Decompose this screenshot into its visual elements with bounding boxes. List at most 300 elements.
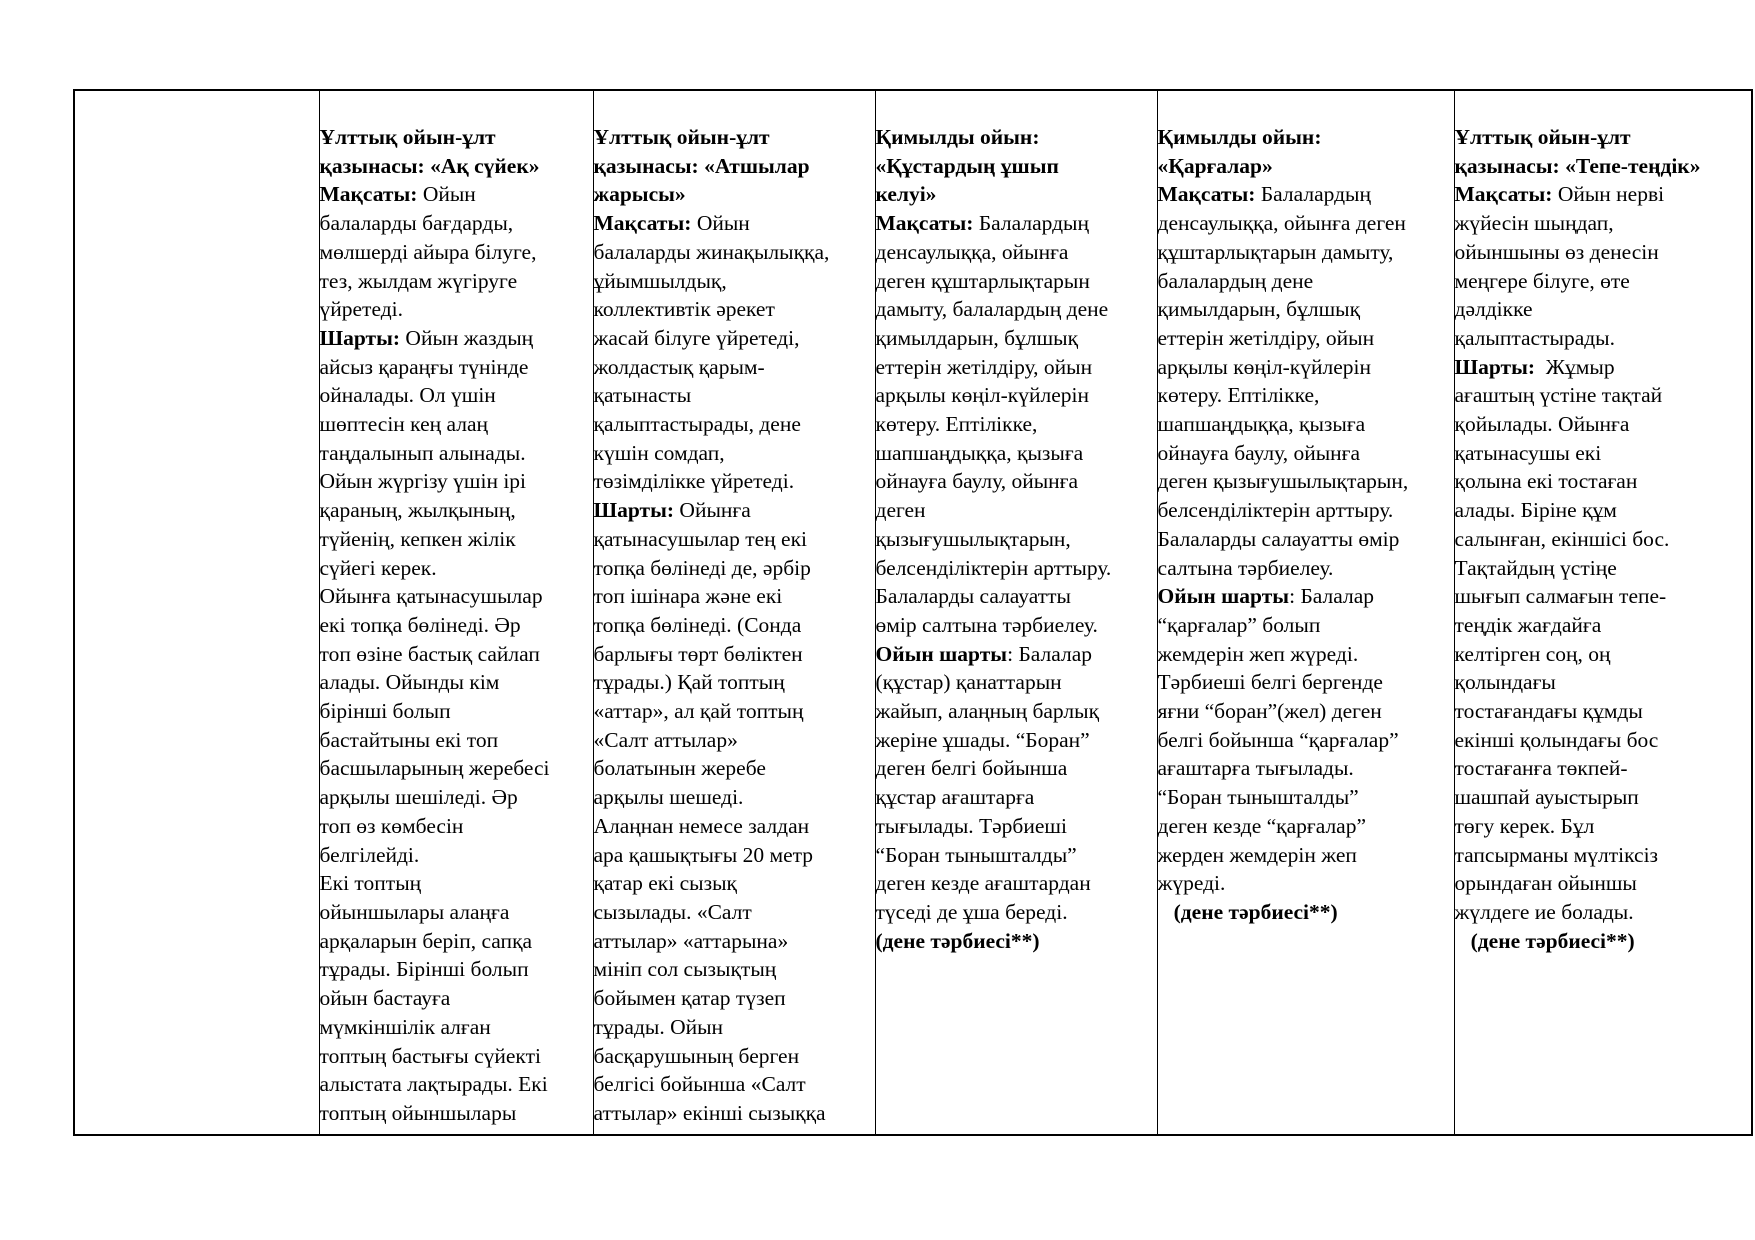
body-text: шапшаңдыққа, қызыға [875, 440, 1084, 465]
body-text: қолына екі тостаған [1454, 469, 1638, 494]
body-text: белгісі бойынша «Салт [593, 1072, 806, 1097]
body-text: арқылы көңіл-күйлерін [1157, 354, 1371, 379]
bold-text: (дене тәрбиесі**) [1454, 928, 1635, 953]
body-text: бастайтыны екі топ [319, 727, 499, 752]
body-text: топтың ойыншылары [319, 1100, 517, 1125]
bold-text: (дене тәрбиесі**) [875, 928, 1040, 953]
text-line [594, 439, 875, 468]
body-text: дамыту, балалардың дене [875, 297, 1109, 322]
body-text: алыстата лақтырады. Екі [319, 1072, 548, 1097]
text-line [320, 180, 593, 209]
body-text: жеріне ұшады. “Боран” [875, 727, 1090, 752]
bold-text: Шарты: [319, 325, 401, 350]
body-text: топқа бөлінеді де, әрбір [593, 555, 811, 580]
bold-text: Мақсаты: [319, 182, 418, 207]
body-text: тұрады. Ойын [593, 1014, 724, 1039]
text-line [876, 697, 1157, 726]
text-line [1158, 812, 1454, 841]
bold-text: қазынасы: «Тепе-теңдік» [1454, 153, 1701, 178]
text-line [1158, 467, 1454, 496]
text-line [876, 754, 1157, 783]
text-line [594, 295, 875, 324]
body-text: ағаштарға тығылады. [1157, 756, 1354, 781]
text-line [1455, 467, 1752, 496]
body-text: Жұмыр [1535, 354, 1615, 379]
body-text: құстар ағаштарға [875, 785, 1035, 810]
body-text: Тәрбиеші белгі бергенде [1157, 670, 1383, 695]
body-text: жайып, алаңның барлық [875, 699, 1100, 724]
text-line [594, 554, 875, 583]
text-line [1455, 582, 1752, 611]
text-line [1158, 238, 1454, 267]
body-text: топ ішінара және екі [593, 584, 783, 609]
text-line [594, 123, 875, 152]
text-line [320, 353, 593, 382]
text-line [876, 238, 1157, 267]
text-line [320, 324, 593, 353]
text-line [1455, 353, 1752, 382]
body-text: қатынасушы екі [1454, 440, 1602, 465]
body-text: түседі де ұша береді. [875, 899, 1068, 924]
text-line [1455, 754, 1752, 783]
text-line [1455, 410, 1752, 439]
body-text: құштарлықтарын дамыту, [1157, 239, 1394, 264]
text-line [876, 467, 1157, 496]
game-cell-kustardyn-ushyp-keluі [875, 90, 1157, 1135]
body-text: ойыншылары алаңға [319, 899, 510, 924]
text-line [320, 410, 593, 439]
text-line [1158, 783, 1454, 812]
body-text: белсенділіктерін арттыру. [875, 555, 1112, 580]
text-line [320, 955, 593, 984]
plan-table [73, 89, 1753, 1136]
text-line [594, 209, 875, 238]
body-text: Балалардың [1255, 182, 1371, 207]
text-line [1455, 697, 1752, 726]
text-line [1455, 324, 1752, 353]
body-text: Ойынға [674, 498, 751, 523]
text-line [1158, 582, 1454, 611]
text-line [876, 611, 1157, 640]
text-line [1158, 697, 1454, 726]
body-text: тұрады.) Қай топтың [593, 670, 785, 695]
body-text: белсенділіктерін арттыру. [1157, 498, 1394, 523]
text-line [594, 668, 875, 697]
body-text: арқылы шешеді. [593, 785, 744, 810]
text-line [594, 754, 875, 783]
body-text: орындаған ойыншы [1454, 871, 1637, 896]
body-text: жүлдеге ие болады. [1454, 899, 1634, 924]
body-text: : Балалар [1289, 584, 1375, 609]
text-line [1158, 267, 1454, 296]
text-line [1158, 209, 1454, 238]
body-text: белгілейді. [319, 842, 420, 867]
body-text: тұрады. Бірінші болып [319, 957, 529, 982]
body-text: болатынын жеребе [593, 756, 766, 781]
text-line [594, 353, 875, 382]
body-text: ара қашықтығы 20 метр [593, 842, 814, 867]
text-line [1158, 640, 1454, 669]
body-text: «Салт аттылар» [593, 727, 738, 752]
text-line [1455, 783, 1752, 812]
body-text: қимылдарын, бұлшық [875, 325, 1079, 350]
body-text: қатынасушылар тең екі [593, 526, 808, 551]
text-line [594, 180, 875, 209]
body-text: аттылар» екінші сызыққа [593, 1100, 826, 1125]
body-text: мөлшерді айыра білуге, [319, 239, 537, 264]
text-line [1158, 295, 1454, 324]
body-text: қалыптастырады. [1454, 325, 1615, 350]
bold-text: Шарты: [593, 498, 675, 523]
text-line [594, 496, 875, 525]
body-text: тапсырманы мүлтіксіз [1454, 842, 1659, 867]
body-text: топтың бастығы сүйекті [319, 1043, 541, 1068]
body-text: таңдалынып алынады. [319, 440, 526, 465]
text-line [594, 324, 875, 353]
text-line [876, 726, 1157, 755]
text-line [1455, 812, 1752, 841]
text-line [1455, 267, 1752, 296]
body-text: келтірген соң, оң [1454, 641, 1611, 666]
text-line [1158, 554, 1454, 583]
body-text: жемдерін жеп жүреді. [1157, 641, 1359, 666]
text-line [876, 927, 1157, 956]
bold-text: Мақсаты: [593, 211, 692, 236]
text-line [876, 439, 1157, 468]
body-text: “қарғалар” болып [1157, 612, 1321, 637]
body-text: төзімділікке үйретеді. [593, 469, 795, 494]
text-line [320, 381, 593, 410]
body-text: топ өзіне бастық сайлап [319, 641, 540, 666]
body-text: екі топқа бөлінеді. Әр [319, 612, 521, 637]
text-line [876, 381, 1157, 410]
body-text: «аттар», ал қай топтың [593, 699, 804, 724]
body-text: арқылы шешіледі. Әр [319, 785, 518, 810]
label-cell [74, 90, 319, 1135]
body-text: Ойын [691, 211, 750, 236]
body-text: қараның, жылқының, [319, 498, 516, 523]
body-text: тез, жылдам жүгіруге [319, 268, 518, 293]
body-text: жолдастық қарым- [593, 354, 765, 379]
text-line [320, 467, 593, 496]
text-line [320, 754, 593, 783]
body-text: айсыз қараңғы түнінде [319, 354, 529, 379]
body-text: еттерін жетілдіру, ойын [875, 354, 1093, 379]
body-text: дәлдікке [1454, 297, 1533, 322]
body-text: өмір салтына тәрбиелеу. [875, 612, 1098, 637]
text-line [594, 927, 875, 956]
text-line [876, 898, 1157, 927]
body-text: мініп сол сызықтың [593, 957, 777, 982]
body-text: тостағандағы құмды [1454, 699, 1643, 724]
text-line [320, 668, 593, 697]
body-text: басқарушының берген [593, 1043, 800, 1068]
body-text: жерден жемдерін жеп [1157, 842, 1357, 867]
text-line [320, 209, 593, 238]
text-line [876, 209, 1157, 238]
body-text: ойнауға баулу, ойынға [875, 469, 1079, 494]
game-cell-atshylar-zharysy [593, 90, 875, 1135]
text-line [1455, 238, 1752, 267]
body-text: “Боран тынышталды” [875, 842, 1077, 867]
body-text: салтына тәрбиелеу. [1157, 555, 1334, 580]
text-line [876, 783, 1157, 812]
body-text: деген белгі бойынша [875, 756, 1068, 781]
text-line [1158, 353, 1454, 382]
text-line [876, 554, 1157, 583]
body-text: жүреді. [1157, 871, 1226, 896]
text-line [876, 123, 1157, 152]
body-text: еттерін жетілдіру, ойын [1157, 325, 1375, 350]
bold-text: Шарты: [1454, 354, 1536, 379]
text-line [320, 812, 593, 841]
body-text: екінші қолындағы бос [1454, 727, 1659, 752]
text-line [594, 984, 875, 1013]
text-line [594, 152, 875, 181]
body-text: аттылар» «аттарына» [593, 928, 789, 953]
text-line [594, 697, 875, 726]
text-line [1455, 726, 1752, 755]
text-line [594, 812, 875, 841]
bold-text: «Қарғалар» [1157, 153, 1273, 178]
body-text: қолындағы [1454, 670, 1556, 695]
body-text: жасай білуге үйретеді, [593, 325, 800, 350]
text-line [594, 410, 875, 439]
body-text: меңгере білуге, өте [1454, 268, 1630, 293]
text-line [1455, 668, 1752, 697]
body-text: күшін сомдап, [593, 440, 725, 465]
text-line [594, 869, 875, 898]
body-text: “Боран тынышталды” [1157, 785, 1359, 810]
body-text: Балаларды салауатты [875, 584, 1071, 609]
body-text: Екі топтың [319, 871, 422, 896]
body-text: Балалардың [973, 211, 1089, 236]
body-text: Балаларды салауатты өмір [1157, 526, 1400, 551]
text-line [320, 496, 593, 525]
text-line [594, 467, 875, 496]
body-text: алады. Ойынды кім [319, 670, 500, 695]
game-cell-kargalar [1157, 90, 1454, 1135]
text-line [1158, 152, 1454, 181]
text-line [1158, 180, 1454, 209]
body-text: қатар екі сызық [593, 871, 737, 896]
text-line [1158, 841, 1454, 870]
text-line [594, 381, 875, 410]
body-text: қалыптастырады, дене [593, 412, 801, 437]
body-text: Ойын жаздың [400, 325, 534, 350]
body-text: денсаулыққа, ойынға [875, 239, 1069, 264]
body-text: сүйегі керек. [319, 555, 437, 580]
text-line [1158, 439, 1454, 468]
body-text: үйретеді. [319, 297, 403, 322]
body-text: қойылады. Ойынға [1454, 412, 1630, 437]
text-line [594, 1099, 875, 1128]
body-text: Ойын жүргізу үшін ірі [319, 469, 527, 494]
text-line [320, 1070, 593, 1099]
text-line [1455, 898, 1752, 927]
text-line [1158, 123, 1454, 152]
text-line [1455, 381, 1752, 410]
text-line [876, 869, 1157, 898]
text-line [594, 1042, 875, 1071]
text-line [876, 841, 1157, 870]
body-text: ойнауға баулу, ойынға [1157, 440, 1361, 465]
text-line [876, 812, 1157, 841]
text-line [320, 238, 593, 267]
body-text: арқылы көңіл-күйлерін [875, 383, 1089, 408]
body-text: : Балалар [1007, 641, 1093, 666]
game-cell-ak-suiek [319, 90, 593, 1135]
body-text: деген [875, 498, 926, 523]
text-line [594, 611, 875, 640]
text-line [1158, 410, 1454, 439]
text-line [594, 898, 875, 927]
body-text: (құстар) қанаттарын [875, 670, 1062, 695]
body-text: деген кезде “қарғалар” [1157, 813, 1367, 838]
text-line [876, 295, 1157, 324]
text-line [594, 267, 875, 296]
text-line [320, 783, 593, 812]
text-line [594, 783, 875, 812]
bold-text: Қимылды ойын: [875, 125, 1040, 149]
text-line [1455, 209, 1752, 238]
body-text: балаларды жинақылыққа, [593, 239, 830, 264]
bold-text: Ұлттық ойын-ұлт [1454, 125, 1631, 149]
body-text: көтеру. Ептілікке, [1157, 383, 1320, 408]
text-line [320, 525, 593, 554]
body-text: қимылдарын, бұлшық [1157, 297, 1361, 322]
body-text: ойналады. Ол үшін [319, 383, 496, 408]
text-line [320, 984, 593, 1013]
text-line [594, 640, 875, 669]
game-cell-tepe-tendik [1454, 90, 1752, 1135]
body-text: Ойын нерві [1552, 182, 1665, 207]
text-line [1158, 611, 1454, 640]
body-text: деген қызығушылықтарын, [1157, 469, 1409, 494]
bold-text: жарысы» [593, 182, 686, 207]
text-line [1455, 439, 1752, 468]
text-line [1158, 726, 1454, 755]
text-line [876, 668, 1157, 697]
body-text: бірінші болып [319, 699, 451, 724]
body-text: коллективтік әрекет [593, 297, 775, 322]
body-text: тостағанға төкпей- [1454, 756, 1628, 781]
text-line [1158, 869, 1454, 898]
text-line [320, 267, 593, 296]
text-line [1158, 525, 1454, 554]
body-text: бойымен қатар түзеп [593, 986, 786, 1011]
text-line [594, 1070, 875, 1099]
text-line [320, 1013, 593, 1042]
bold-text: қазынасы: «Атшылар [593, 153, 810, 178]
text-line [876, 267, 1157, 296]
text-line [320, 554, 593, 583]
text-line [1158, 754, 1454, 783]
body-text: шашпай ауыстырып [1454, 785, 1639, 810]
bold-text: Мақсаты: [1454, 182, 1553, 207]
text-line [594, 238, 875, 267]
text-line [320, 1099, 593, 1128]
text-line [320, 295, 593, 324]
bold-text: «Құстардың ұшып [875, 153, 1059, 178]
bold-text: Ойын шарты [875, 641, 1008, 666]
body-text: денсаулыққа, ойынға деген [1157, 211, 1406, 236]
body-text: балаларды бағдарды, [319, 211, 514, 236]
text-line [320, 582, 593, 611]
body-text: түйенің, кепкен жілік [319, 526, 516, 551]
text-line [320, 439, 593, 468]
text-line [1158, 381, 1454, 410]
body-text: тығылады. Тәрбиеші [875, 813, 1067, 838]
text-line [1455, 869, 1752, 898]
body-text: яғни “боран”(жел) деген [1157, 699, 1382, 724]
text-line [1158, 496, 1454, 525]
text-line [594, 726, 875, 755]
bold-text: Ұлттық ойын-ұлт [319, 125, 496, 149]
text-line [1455, 927, 1752, 956]
body-text: шапшаңдыққа, қызыға [1157, 412, 1366, 437]
text-line [320, 927, 593, 956]
text-line [594, 525, 875, 554]
body-text: жүйесін шыңдап, [1454, 211, 1614, 236]
text-line [1158, 668, 1454, 697]
body-text: Алаңнан немесе залдан [593, 813, 810, 838]
text-line [1455, 611, 1752, 640]
body-text: шөптесін кең алаң [319, 412, 489, 437]
body-text: ойыншыны өз денесін [1454, 239, 1659, 264]
bold-text: Мақсаты: [875, 211, 974, 236]
text-line [320, 726, 593, 755]
body-text: төгу керек. Бұл [1454, 813, 1595, 838]
text-line [320, 898, 593, 927]
bold-text: Ұлттық ойын-ұлт [593, 125, 770, 149]
text-line [1455, 123, 1752, 152]
body-text: қатынасты [593, 383, 692, 408]
body-text: Ойынға қатынасушылар [319, 584, 543, 609]
body-text: алады. Біріне құм [1454, 498, 1617, 523]
body-text: мүмкіншілік алған [319, 1014, 491, 1039]
body-text: деген құштарлықтарын [875, 268, 1090, 293]
text-line [1455, 640, 1752, 669]
body-text: топқа бөлінеді. (Сонда [593, 612, 802, 637]
body-text: ойын бастауға [319, 986, 451, 1011]
text-line [876, 152, 1157, 181]
body-text: Ойын [417, 182, 476, 207]
bold-text: (дене тәрбиесі**) [1157, 899, 1338, 924]
body-text: ағаштың үстіне тақтай [1454, 383, 1663, 408]
text-line [876, 496, 1157, 525]
text-line [320, 869, 593, 898]
text-line [1455, 295, 1752, 324]
text-line [876, 640, 1157, 669]
text-line [1455, 554, 1752, 583]
text-line [320, 640, 593, 669]
text-line [594, 841, 875, 870]
text-line [876, 525, 1157, 554]
text-line [876, 180, 1157, 209]
text-line [320, 611, 593, 640]
text-line [876, 582, 1157, 611]
bold-text: Ойын шарты [1157, 584, 1290, 609]
bold-text: қазынасы: «Ақ сүйек» [319, 153, 540, 178]
bold-text: Мақсаты: [1157, 182, 1256, 207]
table-row [74, 90, 1752, 1135]
body-text: көтеру. Ептілікке, [875, 412, 1038, 437]
body-text: топ өз көмбесін [319, 813, 464, 838]
text-line [1455, 841, 1752, 870]
body-text: Тақтайдың үстіңе [1454, 555, 1617, 580]
body-text: арқаларын беріп, сапқа [319, 928, 533, 953]
